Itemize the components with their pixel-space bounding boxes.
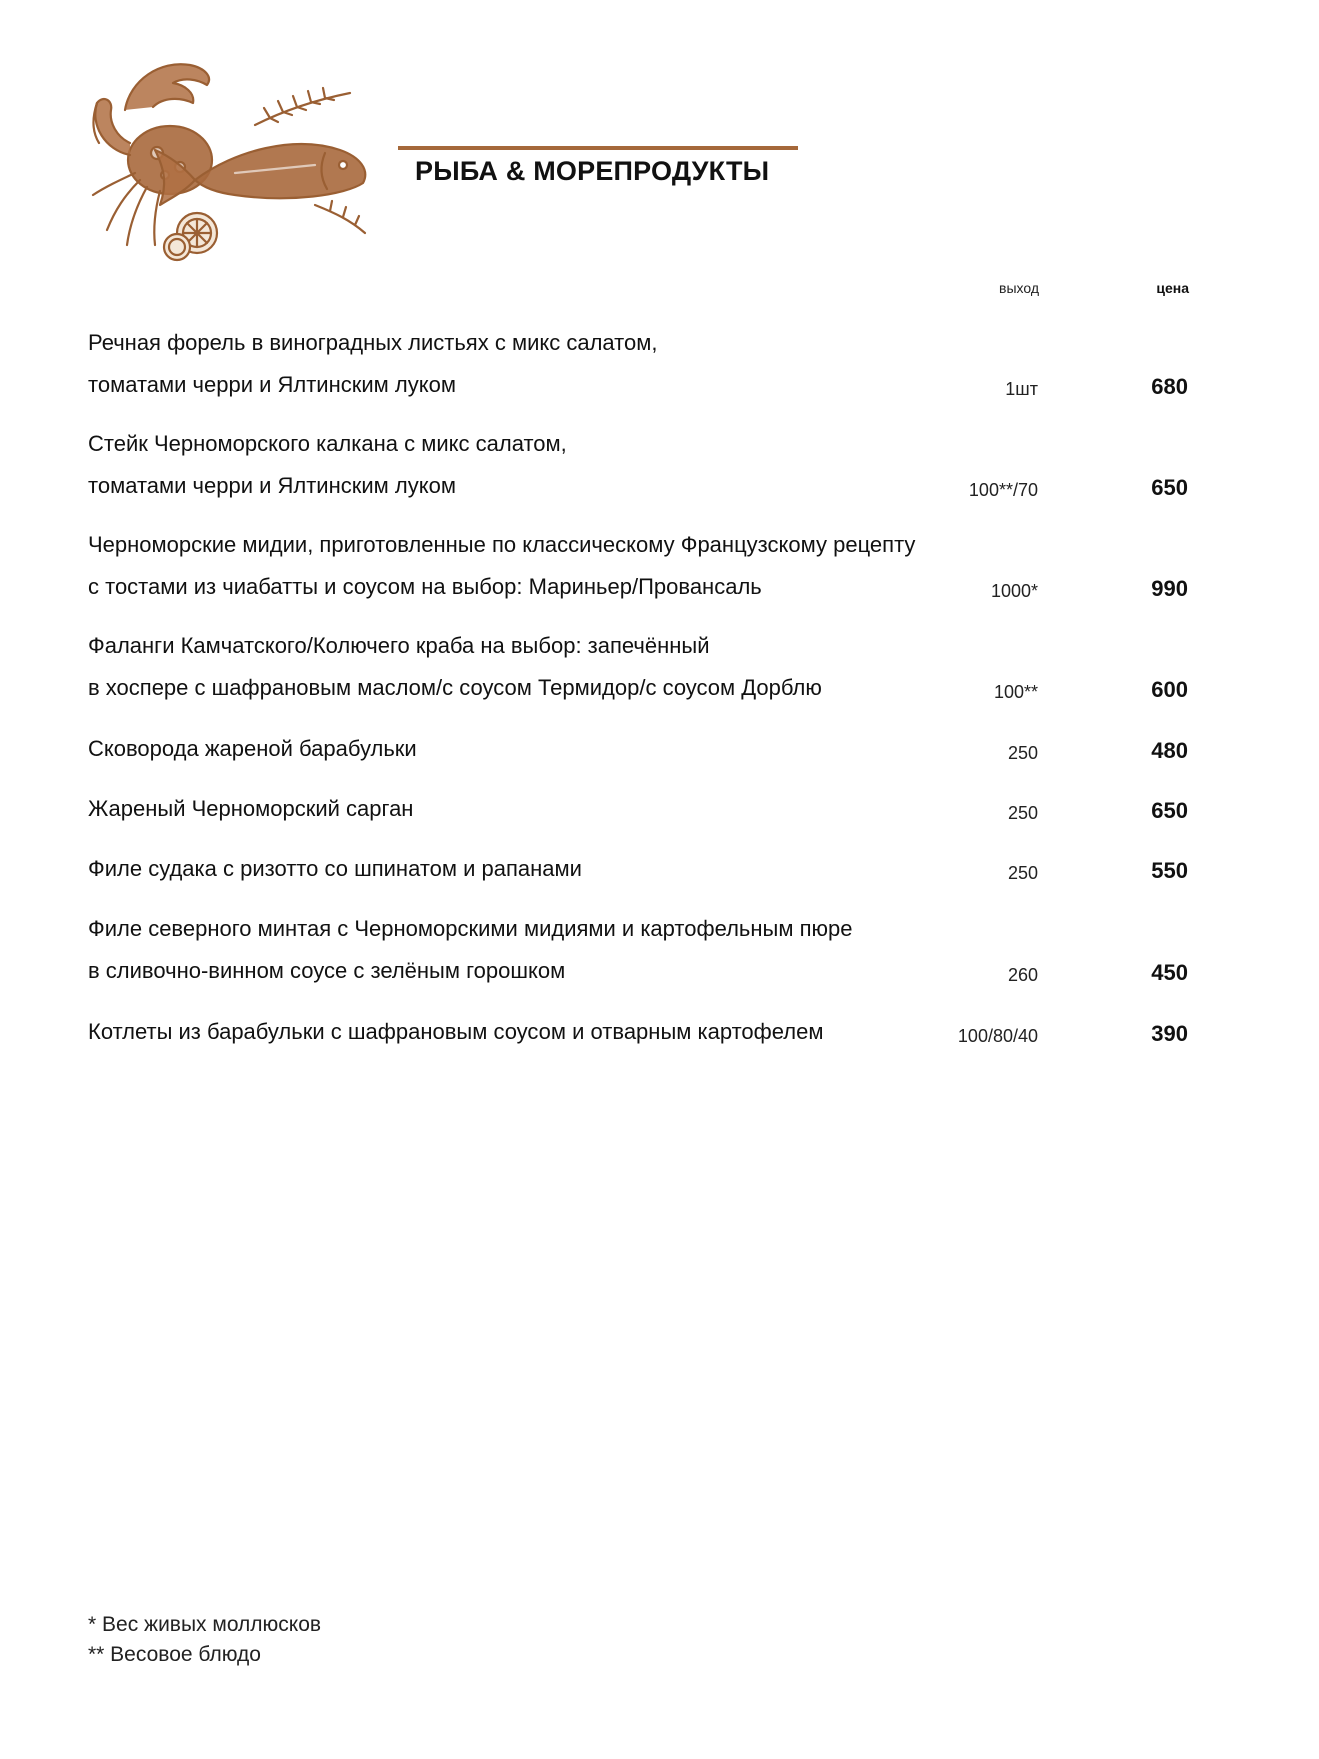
menu-item-name-line: в сливочно-винном соусе с зелёным горошком [88, 958, 566, 983]
menu-item-yield: 250 [1007, 803, 1038, 823]
menu-item-name-line: томатами черри и Ялтинским луком [88, 473, 456, 498]
menu-item-yield: 100**/70 [968, 480, 1038, 500]
menu-item-price: 390 [1151, 1021, 1188, 1046]
menu-item-yield: 260 [1007, 965, 1038, 985]
footnote-live-weight: * Вес живых моллюсков [88, 1613, 322, 1636]
menu-item-yield: 100** [993, 682, 1038, 702]
menu-item [88, 788, 1188, 830]
menu-item-name-line: томатами черри и Ялтинским луком [88, 372, 456, 397]
menu-item-yield: 1000* [990, 581, 1038, 601]
yield-column-header: выход [999, 280, 1039, 296]
menu-item [88, 423, 1188, 507]
menu-item-yield: 250 [1007, 743, 1038, 763]
menu-item-name-line: Жареный Черноморский сарган [88, 796, 414, 821]
menu-item-price: 650 [1151, 798, 1188, 823]
menu-item-price: 480 [1151, 738, 1188, 763]
menu-item-yield: 1шт [1005, 379, 1038, 399]
menu-item-name-line: в хоспере с шафрановым маслом/с соусом Термидор/с соусом Дорблю [88, 675, 822, 700]
menu-item-name-line: Стейк Черноморского калкана с микс салатом, [88, 431, 567, 456]
section-title: РЫБА & МОРЕПРОДУКТЫ [415, 156, 770, 186]
menu-item-price: 650 [1151, 475, 1188, 500]
menu-item-price: 990 [1151, 576, 1188, 601]
menu-item-name-line: Речная форель в виноградных листьях с микс салатом, [88, 330, 658, 355]
menu-item-price: 450 [1151, 960, 1188, 985]
menu-item-name-line: Фаланги Камчатского/Колючего краба на выбор: запечённый [88, 633, 710, 658]
menu-item-price: 600 [1151, 677, 1188, 702]
menu-item-yield: 250 [1007, 863, 1038, 883]
menu-item [88, 524, 1188, 608]
menu-item-name-line: Филе северного минтая с Черноморскими мидиями и картофельным пюре [88, 916, 853, 941]
price-column-header: цена [1156, 280, 1189, 296]
menu-item [88, 848, 1188, 890]
title-rule [398, 146, 798, 150]
footnote-weight-dish: ** Весовое блюдо [88, 1643, 261, 1666]
menu-item-price: 680 [1151, 374, 1188, 399]
menu-item-name-line: Черноморские мидии, приготовленные по классическому Французскому рецепту [88, 532, 916, 557]
menu-item [88, 625, 1188, 709]
menu-item-name-line: Котлеты из барабульки с шафрановым соусом и отварным картофелем [88, 1019, 824, 1044]
menu-item-name-line: Сковорода жареной барабульки [88, 736, 417, 761]
menu-item-name-line: с тостами из чиабатты и соусом на выбор: Мариньер/Провансаль [88, 574, 762, 599]
menu-item [88, 322, 1188, 406]
seafood-illustration-icon [85, 55, 385, 275]
menu-item [88, 1011, 1188, 1053]
menu-item-price: 550 [1151, 858, 1188, 883]
menu-item-yield: 100/80/40 [957, 1026, 1038, 1046]
footnotes [88, 1610, 321, 1670]
menu-item [88, 908, 1188, 992]
menu-item-name-line: Филе судака с ризотто со шпинатом и рапанами [88, 856, 582, 881]
menu-item [88, 728, 1188, 770]
column-headers [0, 280, 1319, 300]
